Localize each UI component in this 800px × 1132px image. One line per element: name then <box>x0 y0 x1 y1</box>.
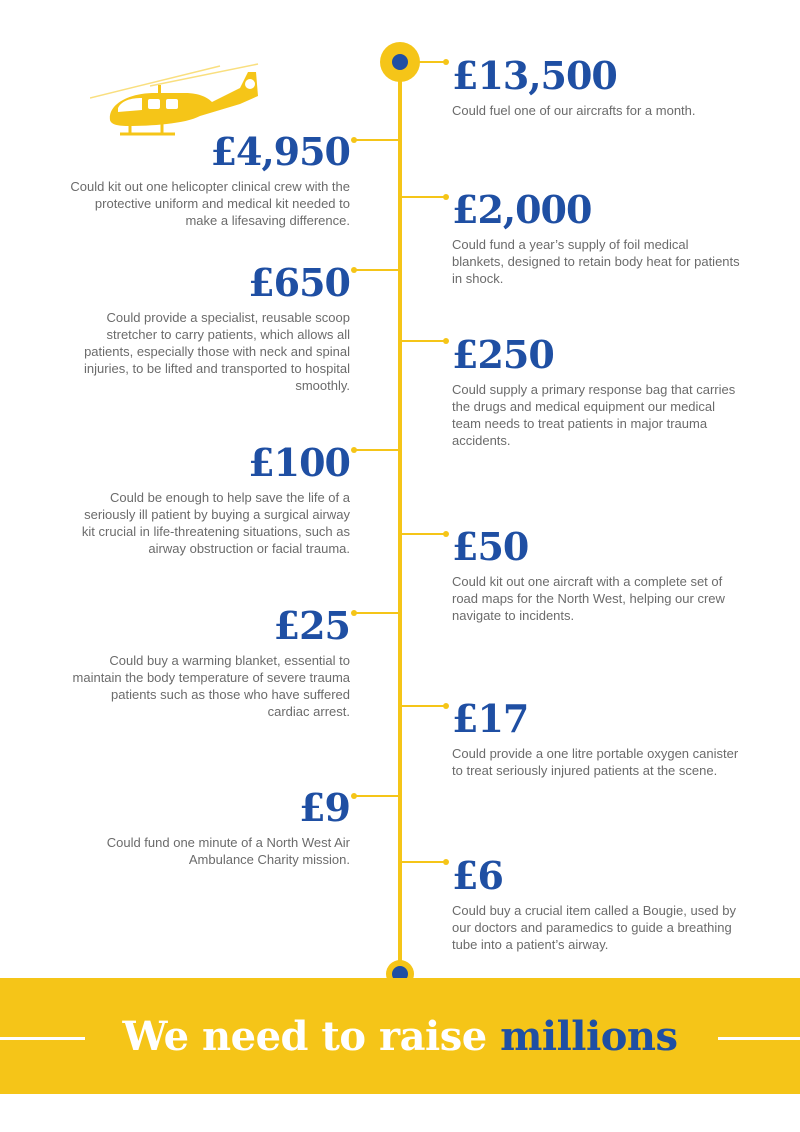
connector-left <box>353 612 399 614</box>
connector-right <box>402 340 447 342</box>
donation-description: Could be enough to help save the life of a seriously ill patient by buying a surgical airway kit crucial in life-threatening situations, such as airway obstruction or facial trauma. <box>81 490 350 556</box>
donation-description: Could fund a year’s supply of foil medical blankets, designed to retain body heat for patients in shock. <box>452 237 740 286</box>
donation-description: Could buy a crucial item called a Bougie, used by our doctors and paramedics to guide a breathing tube into a patient’s airway. <box>452 903 736 952</box>
donation-entry <box>452 525 742 624</box>
donation-entry <box>70 130 350 229</box>
donation-description: Could supply a primary response bag that carries the drugs and medical equipment our medical team needs to treat patients in major trauma accidents. <box>452 382 736 448</box>
donation-entry <box>452 697 742 779</box>
connector-left <box>353 139 399 141</box>
donation-entry <box>452 854 742 953</box>
donation-description: Could kit out one aircraft with a complete set of road maps for the North West, helping our crew navigate to incidents. <box>452 574 725 623</box>
connector-left <box>353 795 399 797</box>
timeline-start-node <box>389 51 411 73</box>
donation-amount: £100 <box>248 440 350 485</box>
donation-amount: £4,950 <box>210 129 350 174</box>
donation-amount: £13,500 <box>452 53 617 98</box>
donation-entry <box>452 54 742 119</box>
donation-amount: £17 <box>452 696 529 741</box>
donation-amount: £2,000 <box>452 187 592 232</box>
banner-rule-right <box>718 1037 800 1040</box>
donation-description: Could provide a one litre portable oxygen canister to treat seriously injured patients at the scene. <box>452 746 739 778</box>
donation-description: Could kit out one helicopter clinical crew with the protective uniform and medical kit needed to make a lifesaving difference. <box>70 179 350 228</box>
donation-amount: £250 <box>452 332 554 377</box>
banner-headline <box>100 1010 700 1064</box>
donation-entry <box>452 333 742 449</box>
donation-entry <box>70 441 350 557</box>
donation-description: Could buy a warming blanket, essential to maintain the body temperature of severe trauma patients such as those who have suffered cardiac arrest. <box>72 653 350 719</box>
donation-entry <box>70 261 350 394</box>
donation-entry <box>70 786 350 868</box>
connector-left <box>353 449 399 451</box>
connector-right <box>402 196 447 198</box>
donation-amount: £650 <box>248 260 350 305</box>
connector-left <box>353 269 399 271</box>
donation-amount: £9 <box>299 785 350 830</box>
donation-amount: £25 <box>273 603 350 648</box>
banner-headline-emphasis: millions <box>500 1013 678 1060</box>
banner-headline-lead: We need to raise <box>122 1013 501 1060</box>
helicopter-illustration <box>90 58 265 138</box>
connector-right <box>402 533 447 535</box>
donation-amount: £50 <box>452 524 529 569</box>
connector-right <box>402 61 447 63</box>
donation-description: Could fund one minute of a North West Air Ambulance Charity mission. <box>106 835 350 867</box>
donation-description: Could fuel one of our aircrafts for a month. <box>452 103 696 118</box>
donation-description: Could provide a specialist, reusable scoop stretcher to carry patients, which allows all patients, especially those with neck and spinal injuries, to be lifted and transported to hospital smoothly. <box>84 310 350 393</box>
connector-right <box>402 861 447 863</box>
banner-rule-left <box>0 1037 85 1040</box>
donation-amount: £6 <box>452 853 503 898</box>
donation-entry <box>452 188 742 287</box>
donation-entry <box>70 604 350 720</box>
connector-right <box>402 705 447 707</box>
